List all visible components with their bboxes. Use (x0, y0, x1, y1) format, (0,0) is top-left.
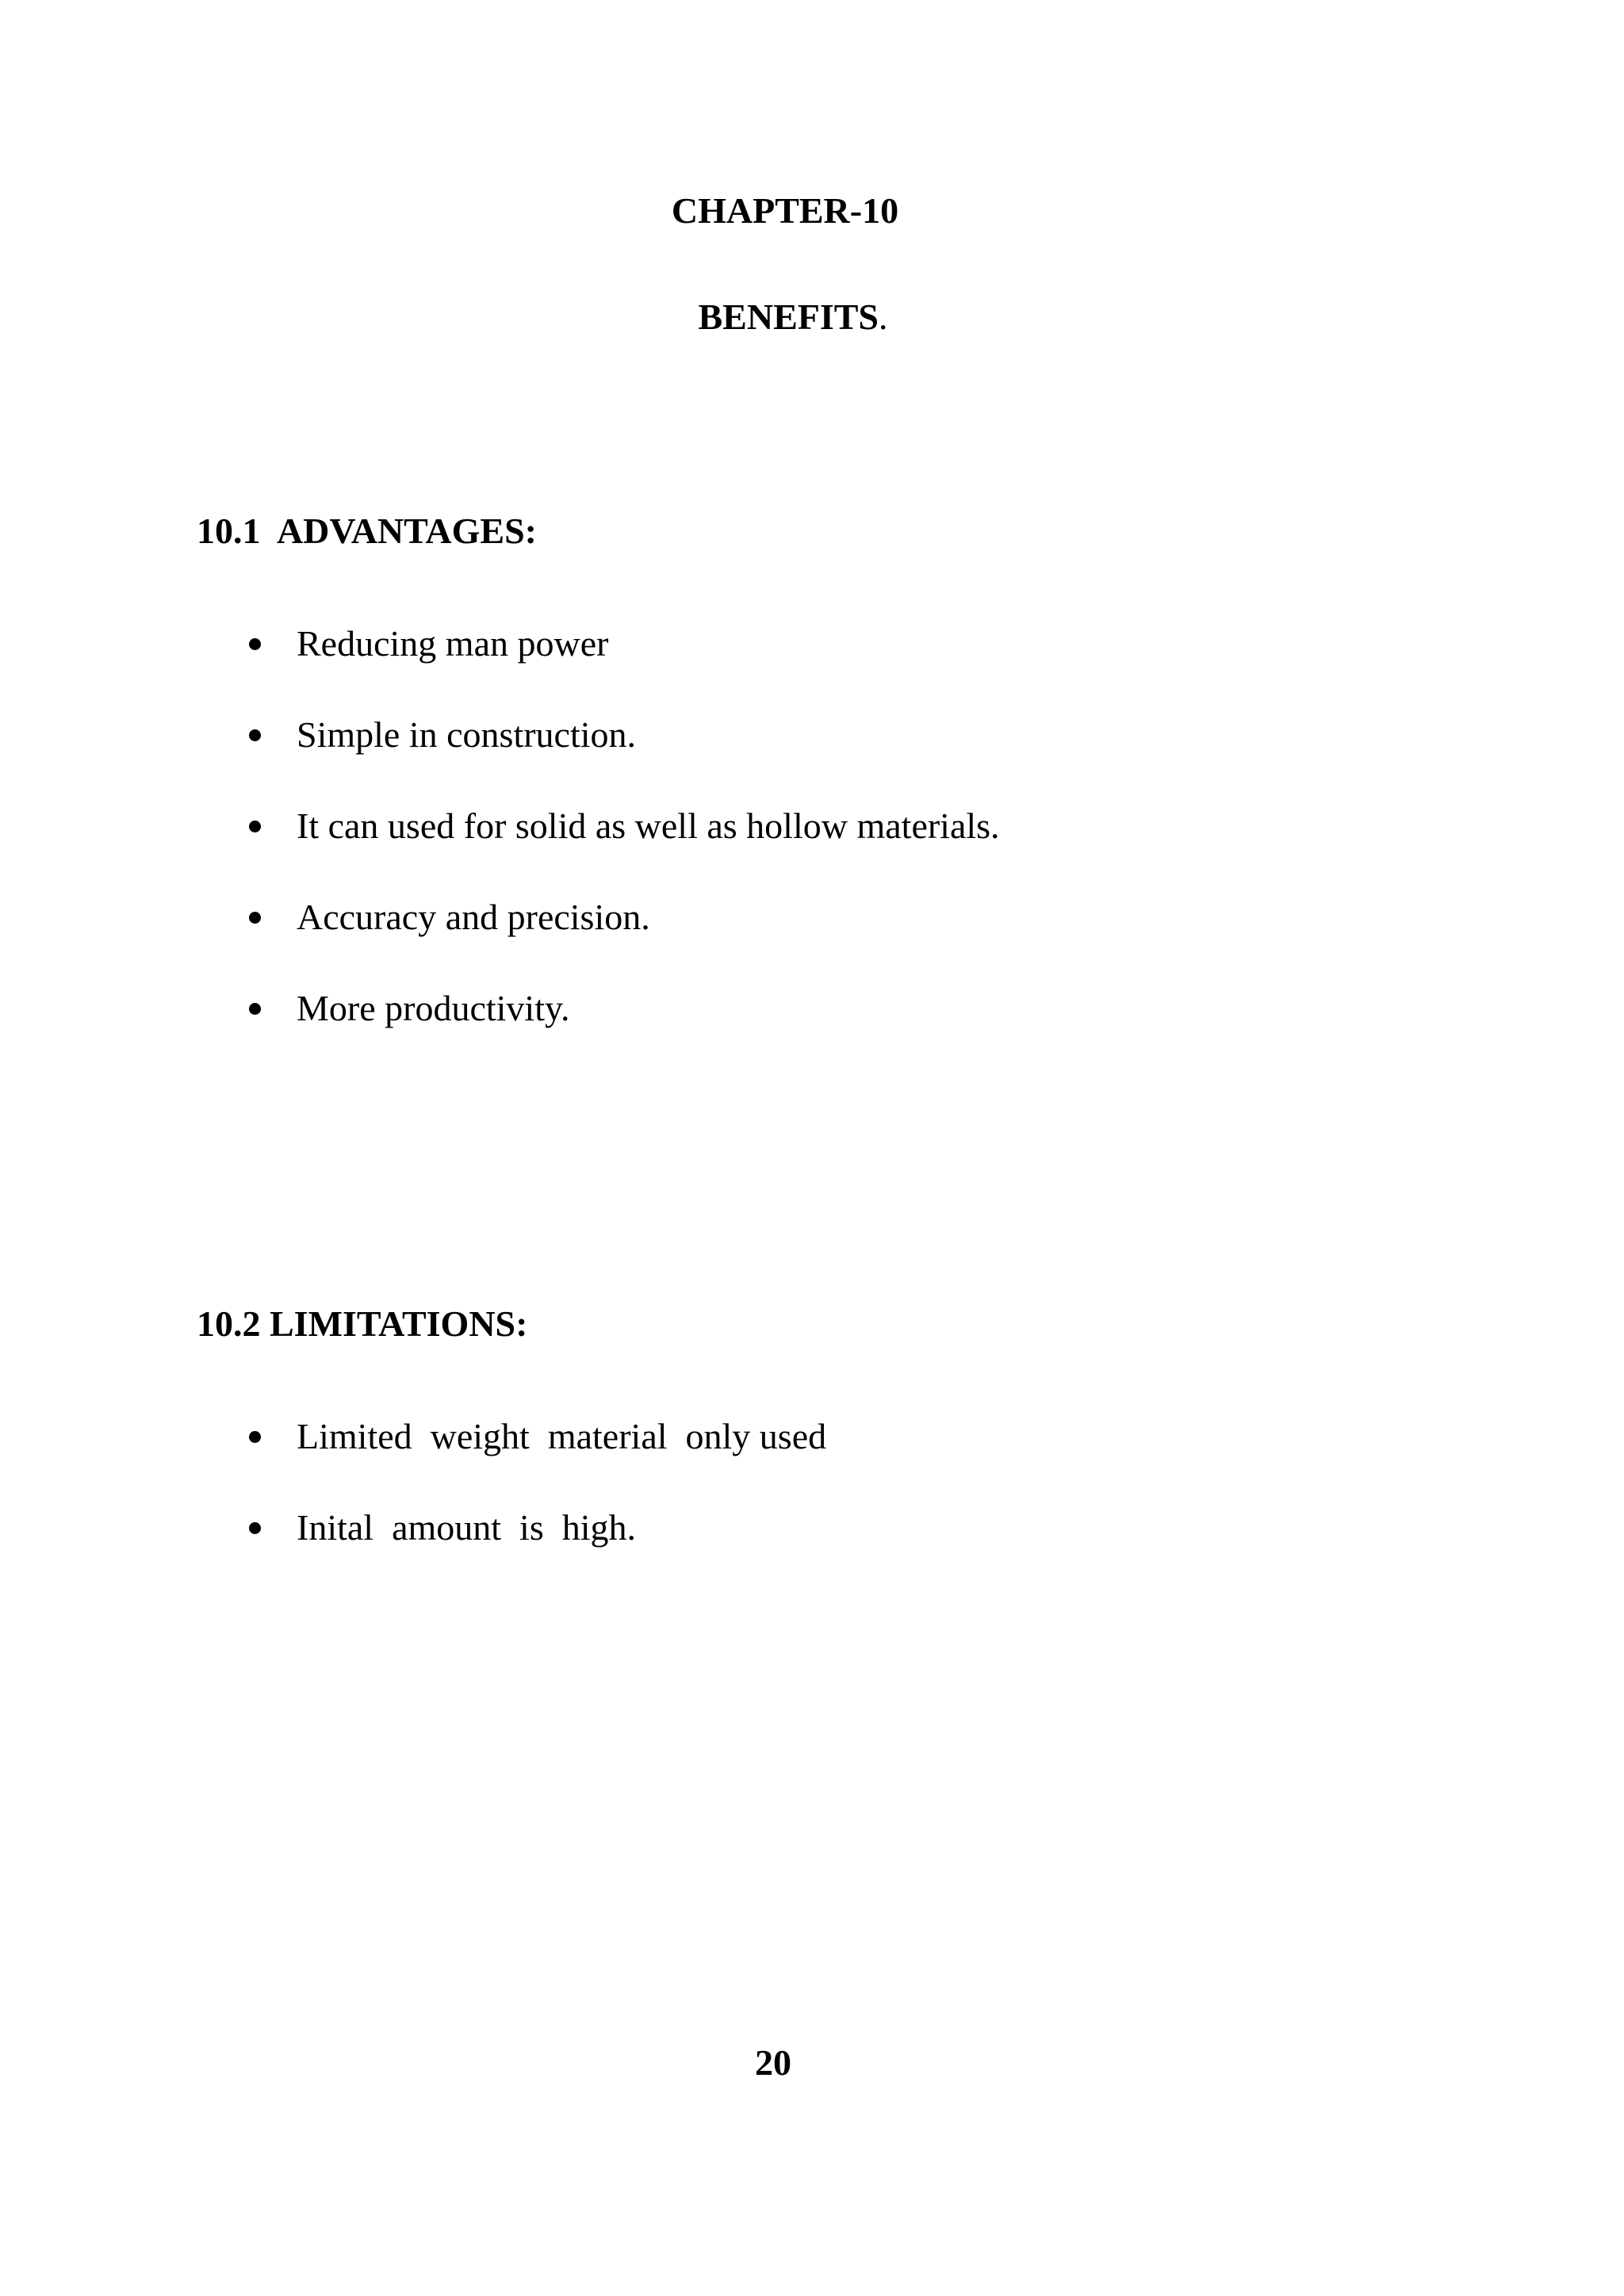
limitations-item-text: Inital amount is high. (297, 1507, 637, 1548)
bullet-icon (249, 729, 261, 741)
advantages-item-text: It can used for solid as well as hollow materials. (297, 806, 1000, 846)
bullet-icon (249, 1431, 261, 1443)
bullet-icon (249, 912, 261, 924)
chapter-subtitle-text: BENEFITS (698, 297, 879, 337)
advantages-item-text: Simple in construction. (297, 714, 637, 755)
bullet-icon (249, 1522, 261, 1534)
advantages-item-text: More productivity. (297, 988, 570, 1028)
advantages-item-text: Reducing man power (297, 623, 609, 664)
limitations-item-text: Limited weight material only used (297, 1416, 827, 1456)
bullet-icon (249, 821, 261, 832)
chapter-subtitle (0, 293, 1586, 341)
bullet-icon (249, 638, 261, 650)
bullet-icon (249, 1003, 261, 1015)
advantages-item-text: Accuracy and precision. (297, 897, 650, 937)
limitations-heading: 10.2 LIMITATIONS: (197, 1303, 528, 1344)
advantages-heading: 10.1 ADVANTAGES: (197, 511, 537, 551)
chapter-title: CHAPTER-10 (671, 190, 899, 231)
chapter-subtitle-period: . (879, 297, 888, 337)
page-number: 20 (755, 2042, 791, 2083)
